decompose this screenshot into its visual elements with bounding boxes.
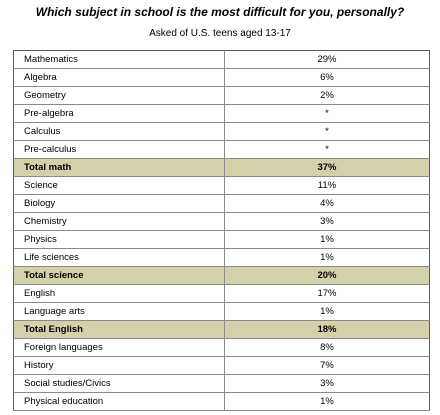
row-value: 6%	[225, 69, 430, 87]
row-label: Geometry	[14, 87, 225, 105]
table-row	[14, 69, 430, 87]
table-row	[14, 231, 430, 249]
table-row	[14, 249, 430, 267]
row-value: 18%	[225, 321, 430, 339]
row-value: 1%	[225, 303, 430, 321]
row-value: 8%	[225, 339, 430, 357]
table-row	[14, 141, 430, 159]
row-label: Social studies/Civics	[14, 375, 225, 393]
row-value: 1%	[225, 249, 430, 267]
row-value: 11%	[225, 177, 430, 195]
row-label: Life sciences	[14, 249, 225, 267]
row-label: Foreign languages	[14, 339, 225, 357]
row-label: Total English	[14, 321, 225, 339]
row-label: Science	[14, 177, 225, 195]
total-row	[14, 159, 430, 177]
total-row	[14, 321, 430, 339]
table-row	[14, 375, 430, 393]
row-value: *	[225, 123, 430, 141]
row-label: Biology	[14, 195, 225, 213]
table-row	[14, 303, 430, 321]
chart-subtitle: Asked of U.S. teens aged 13-17	[149, 28, 291, 39]
row-label: Mathematics	[14, 51, 225, 69]
row-value: 17%	[225, 285, 430, 303]
row-value: 7%	[225, 357, 430, 375]
row-label: Physical education	[14, 393, 225, 411]
table-row	[14, 285, 430, 303]
table-row	[14, 51, 430, 69]
row-value: 1%	[225, 231, 430, 249]
row-value: 3%	[225, 213, 430, 231]
table-row	[14, 105, 430, 123]
table-row	[14, 357, 430, 375]
row-value: 37%	[225, 159, 430, 177]
table-row	[14, 177, 430, 195]
chart-title: Which subject in school is the most difficult for you, personally?	[35, 5, 405, 19]
row-label: Physics	[14, 231, 225, 249]
row-value: 20%	[225, 267, 430, 285]
row-label: Pre-calculus	[14, 141, 225, 159]
table-row	[14, 195, 430, 213]
row-value: *	[225, 141, 430, 159]
table-row	[14, 87, 430, 105]
table-row	[14, 339, 430, 357]
row-label: History	[14, 357, 225, 375]
total-row	[14, 267, 430, 285]
row-label: Chemistry	[14, 213, 225, 231]
row-label: Calculus	[14, 123, 225, 141]
row-label: Algebra	[14, 69, 225, 87]
row-value: 4%	[225, 195, 430, 213]
row-value: *	[225, 105, 430, 123]
table-row	[14, 213, 430, 231]
results-table	[13, 50, 430, 411]
row-label: Language arts	[14, 303, 225, 321]
row-value: 2%	[225, 87, 430, 105]
table-row	[14, 393, 430, 411]
row-label: English	[14, 285, 225, 303]
results-table-body	[14, 51, 430, 411]
row-label: Total math	[14, 159, 225, 177]
row-label: Pre-algebra	[14, 105, 225, 123]
row-label: Total science	[14, 267, 225, 285]
row-value: 29%	[225, 51, 430, 69]
table-row	[14, 123, 430, 141]
row-value: 1%	[225, 393, 430, 411]
row-value: 3%	[225, 375, 430, 393]
